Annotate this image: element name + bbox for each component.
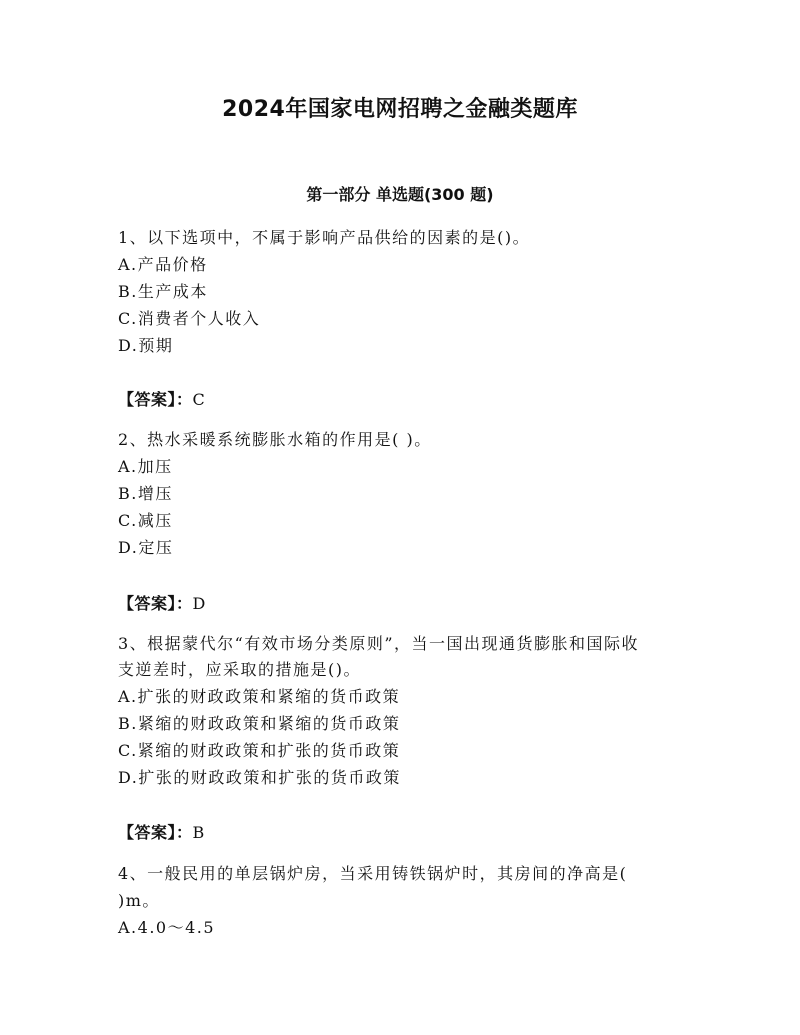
answer-value: D: [192, 594, 207, 613]
question-3-option-c: C.紧缩的财政政策和扩张的货币政策: [118, 741, 401, 760]
question-2-stem: 2、热水采暖系统膨胀水箱的作用是( )。: [118, 430, 432, 449]
question-3-option-a: A.扩张的财政政策和紧缩的货币政策: [118, 687, 401, 706]
answer-value: C: [192, 390, 207, 409]
question-1-answer: [118, 390, 206, 410]
question-4-stem-line-1: 4、一般民用的单层锅炉房，当采用铸铁锅炉时，其房间的净高是(: [118, 864, 628, 883]
question-2-option-a: A.加压: [118, 457, 173, 476]
answer-label: 【答案】：: [118, 594, 193, 613]
question-1-option-c: C.消费者个人收入: [118, 309, 261, 328]
question-3-stem-line-2: 支逆差时，应采取的措施是()。: [118, 660, 361, 679]
question-1-option-a: A.产品价格: [118, 255, 208, 274]
question-4-stem-line-2: )m。: [118, 891, 160, 910]
question-3-answer: [118, 823, 206, 843]
question-3-option-d: D.扩张的财政政策和扩张的货币政策: [118, 768, 401, 787]
question-2-option-c: C.减压: [118, 511, 173, 530]
question-2-option-b: B.增压: [118, 484, 173, 503]
answer-label: 【答案】：: [118, 390, 193, 409]
question-4-option-a: A.4.0～4.5: [118, 918, 216, 937]
question-1-option-d: D.预期: [118, 336, 174, 355]
answer-label: 【答案】：: [118, 823, 193, 842]
question-1-stem: 1、以下选项中，不属于影响产品供给的因素的是()。: [118, 228, 531, 247]
document-title: 2024年国家电网招聘之金融类题库: [222, 97, 578, 122]
answer-value: B: [192, 823, 206, 842]
section-title: 第一部分 单选题(300 题): [306, 185, 494, 204]
question-2-answer: [118, 594, 207, 614]
question-3-stem-line-1: 3、根据蒙代尔“有效市场分类原则”，当一国出现通货膨胀和国际收: [118, 634, 640, 653]
question-2-option-d: D.定压: [118, 538, 174, 557]
question-3-option-b: B.紧缩的财政政策和紧缩的货币政策: [118, 714, 401, 733]
question-1-option-b: B.生产成本: [118, 282, 208, 301]
